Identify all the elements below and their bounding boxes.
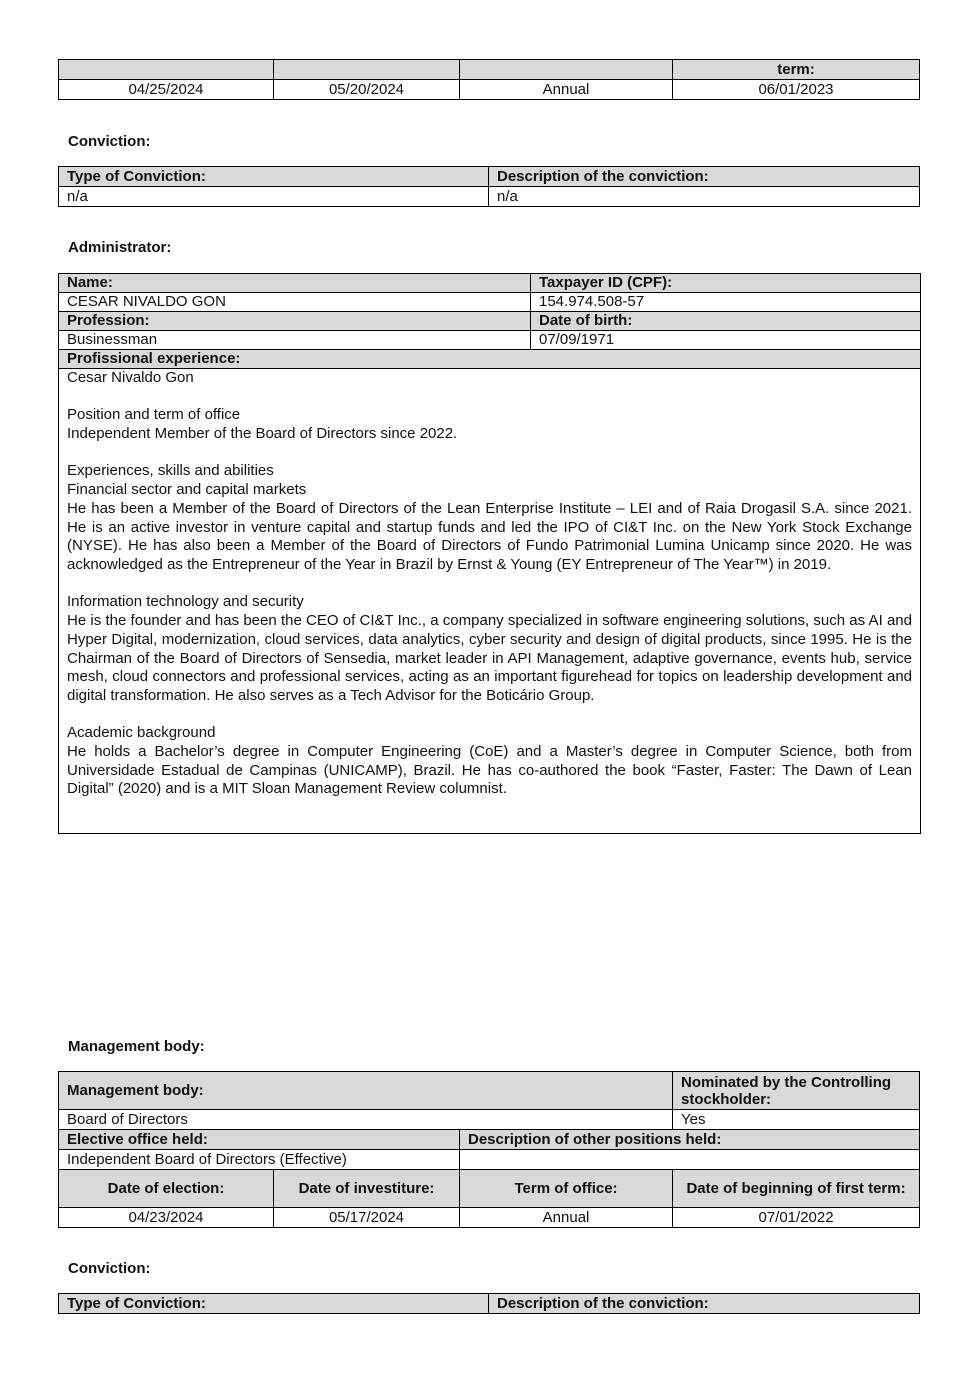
nominated-value: Yes <box>673 1110 920 1130</box>
other-positions-value <box>460 1150 920 1170</box>
elective-office-value: Independent Board of Directors (Effective) <box>59 1150 460 1170</box>
first-term-label: Date of beginning of first term: <box>673 1170 920 1208</box>
election-date-value: 04/23/2024 <box>59 1208 274 1228</box>
top-first-term-date: 06/01/2023 <box>673 80 920 100</box>
election-date-label: Date of election: <box>59 1170 274 1208</box>
nominated-label: Nominated by the Controlling stockholder: <box>673 1072 920 1110</box>
conviction2-desc-header: Description of the conviction: <box>489 1294 920 1314</box>
academic-heading: Academic background <box>67 724 216 742</box>
top-term-of-office: Annual <box>460 80 673 100</box>
top-investiture-date: 05/20/2024 <box>274 80 460 100</box>
management-table <box>58 1071 920 1228</box>
experience-body <box>59 369 921 834</box>
management-body-value: Board of Directors <box>59 1110 673 1130</box>
conviction-type-value: n/a <box>59 187 489 207</box>
conviction2-heading: Conviction: <box>68 1260 151 1277</box>
management-heading: Management body: <box>68 1038 205 1055</box>
management-body-label: Management body: <box>59 1072 673 1110</box>
elective-office-label: Elective office held: <box>59 1130 460 1150</box>
administrator-table <box>58 273 921 834</box>
academic-text: He holds a Bachelor’s degree in Computer Engineering (CoE) and a Master’s degree in Computer Science, both from Universidade Estadual de Campinas (UNICAMP), Brazil. He has co-authored the book “Faster, Faster: The Dawn of Lean Digital” (2020) and is a MIT Sloan Management Review columnist. <box>67 743 912 798</box>
conviction2-type-header: Type of Conviction: <box>59 1294 489 1314</box>
experience-name: Cesar Nivaldo Gon <box>67 369 194 386</box>
first-term-value: 07/01/2022 <box>673 1208 920 1228</box>
top-header-2 <box>274 60 460 80</box>
investiture-date-label: Date of investiture: <box>274 1170 460 1208</box>
top-header-1 <box>59 60 274 80</box>
conviction-desc-value: n/a <box>489 187 920 207</box>
position-text: Independent Member of the Board of Directors since 2022. <box>67 425 458 443</box>
skills-heading: Experiences, skills and abilities <box>67 462 274 480</box>
dob-value: 07/09/1971 <box>531 331 921 350</box>
cpf-value: 154.974.508-57 <box>531 293 921 312</box>
dob-label: Date of birth: <box>531 312 921 331</box>
conviction-type-header: Type of Conviction: <box>59 167 489 187</box>
top-term-table <box>58 59 920 100</box>
conviction-heading: Conviction: <box>68 133 151 150</box>
top-header-term: term: <box>673 60 920 80</box>
name-value: CESAR NIVALDO GON <box>59 293 531 312</box>
experience-label: Profissional experience: <box>59 350 921 369</box>
conviction2-table <box>58 1293 920 1314</box>
position-heading: Position and term of office <box>67 406 241 424</box>
term-of-office-label: Term of office: <box>460 1170 673 1208</box>
conviction-table <box>58 166 920 207</box>
profession-label: Profession: <box>59 312 531 331</box>
it-text: He is the founder and has been the CEO of CI&T Inc., a company specialized in software engineering solutions, such as AI and Hyper Digital, modernization, cloud services, data analytics, cyber security and design of digital products, since 1995. He is the Chairman of the Board of Directors of Sensedia, market leader in API Management, adaptive governance, events hub, service mesh, cloud connectors and professional services, acting as an important figurehead for topics on leadership development and digital transformation. He also serves as a Tech Advisor for the Boticário Group. <box>67 612 912 704</box>
top-header-3 <box>460 60 673 80</box>
term-of-office-value: Annual <box>460 1208 673 1228</box>
top-election-date: 04/25/2024 <box>59 80 274 100</box>
investiture-date-value: 05/17/2024 <box>274 1208 460 1228</box>
financial-text: He has been a Member of the Board of Directors of the Lean Enterprise Institute – LEI and of Raia Drogasil S.A. since 2021. He is an active investor in venture capital and startup funds and led the IPO of CI&T Inc. on the New York Stock Exchange (NYSE). He has also been a Member of the Board of Directors of Fundo Patrimonial Lumina Unicamp since 2020. He was acknowledged as the Entrepreneur of the Year in Brazil by Ernst & Young (EY Entrepreneur of The Year™) in 2019. <box>67 499 912 573</box>
other-positions-label: Description of other positions held: <box>460 1130 920 1150</box>
profession-value: Businessman <box>59 331 531 350</box>
financial-heading: Financial sector and capital markets <box>67 481 307 499</box>
conviction-desc-header: Description of the conviction: <box>489 167 920 187</box>
cpf-label: Taxpayer ID (CPF): <box>531 274 921 293</box>
administrator-heading: Administrator: <box>68 239 172 256</box>
name-label: Name: <box>59 274 531 293</box>
it-heading: Information technology and security <box>67 593 304 611</box>
